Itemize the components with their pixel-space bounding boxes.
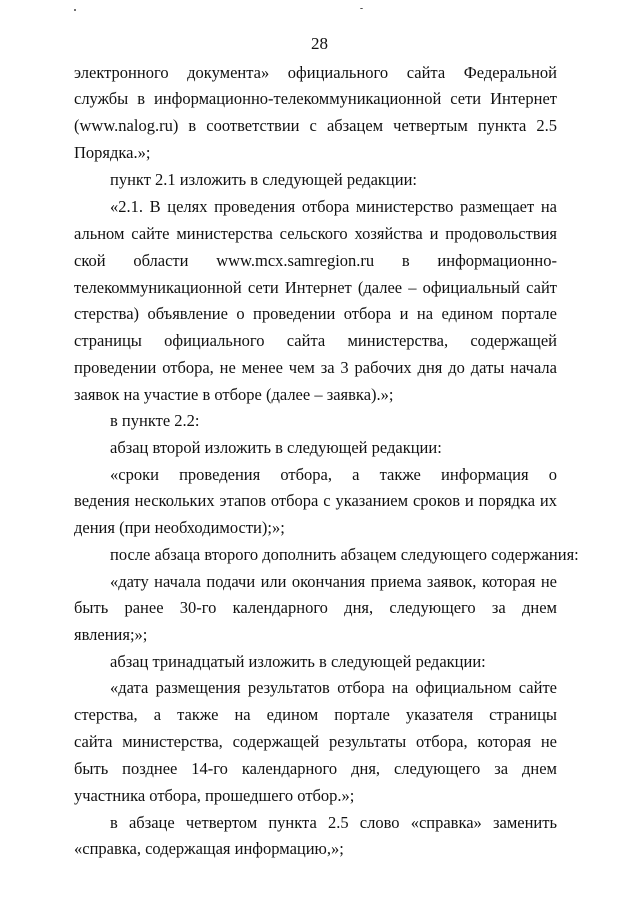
text-line: стерства, а также на едином портале указателя страницы [74, 705, 557, 724]
scan-speck [360, 8, 363, 9]
text-line: телекоммуникационной сети Интернет (далее – официальный сайт [74, 278, 557, 297]
text-line: абзац второй изложить в следующей редакции: [110, 438, 442, 457]
text-line: ведения нескольких этапов отбора с указанием сроков и порядка их [74, 491, 557, 510]
text-line: после абзаца второго дополнить абзацем следующего содержания: [110, 545, 579, 564]
text-line: «сроки проведения отбора, а также информация о [110, 465, 557, 484]
text-line: заявок на участие в отборе (далее – заявка).»; [74, 385, 394, 404]
text-line: в пункте 2.2: [110, 411, 200, 430]
text-line: «2.1. В целях проведения отбора министерство размещает на [110, 197, 557, 216]
text-line: альном сайте министерства сельского хозяйства и продовольствия [74, 224, 557, 243]
text-line: электронного документа» официального сайта Федеральной [74, 63, 557, 82]
text-line: дения (при необходимости);»; [74, 518, 285, 537]
text-line: стерства) объявление о проведении отбора и на едином портале [74, 304, 557, 323]
text-line: «дату начала подачи или окончания приема заявок, которая не [110, 572, 557, 591]
text-line: службы в информационно-телекоммуникационной сети Интернет [74, 89, 557, 108]
text-line: участника отбора, прошедшего отбор.»; [74, 786, 355, 805]
text-line: пункт 2.1 изложить в следующей редакции: [110, 170, 418, 189]
page-number: 28 [311, 34, 328, 53]
text-line: быть позднее 14-го календарного дня, следующего за днем [74, 759, 557, 778]
text-line: проведении отбора, не менее чем за 3 рабочих дня до даты начала [74, 358, 557, 377]
text-line: страницы официального сайта министерства, содержащей [74, 331, 557, 350]
scan-speck [74, 9, 76, 11]
text-line: быть ранее 30-го календарного дня, следующего за днем [74, 598, 557, 617]
text-line: (www.nalog.ru) в соответствии с абзацем четвертым пункта 2.5 [74, 116, 557, 135]
text-line: «справка, содержащая информацию,»; [74, 839, 344, 858]
text-line: явления;»; [74, 625, 148, 644]
text-line: в абзаце четвертом пункта 2.5 слово «справка» заменить [110, 813, 557, 832]
text-line: «дата размещения результатов отбора на официальном сайте [110, 678, 557, 697]
text-line: ской области www.mcx.samregion.ru в информационно- [74, 251, 557, 270]
text-line: Порядка.»; [74, 143, 151, 162]
text-line: сайта министерства, содержащей результаты отбора, которая не [74, 732, 557, 751]
text-line: абзац тринадцатый изложить в следующей редакции: [110, 652, 486, 671]
